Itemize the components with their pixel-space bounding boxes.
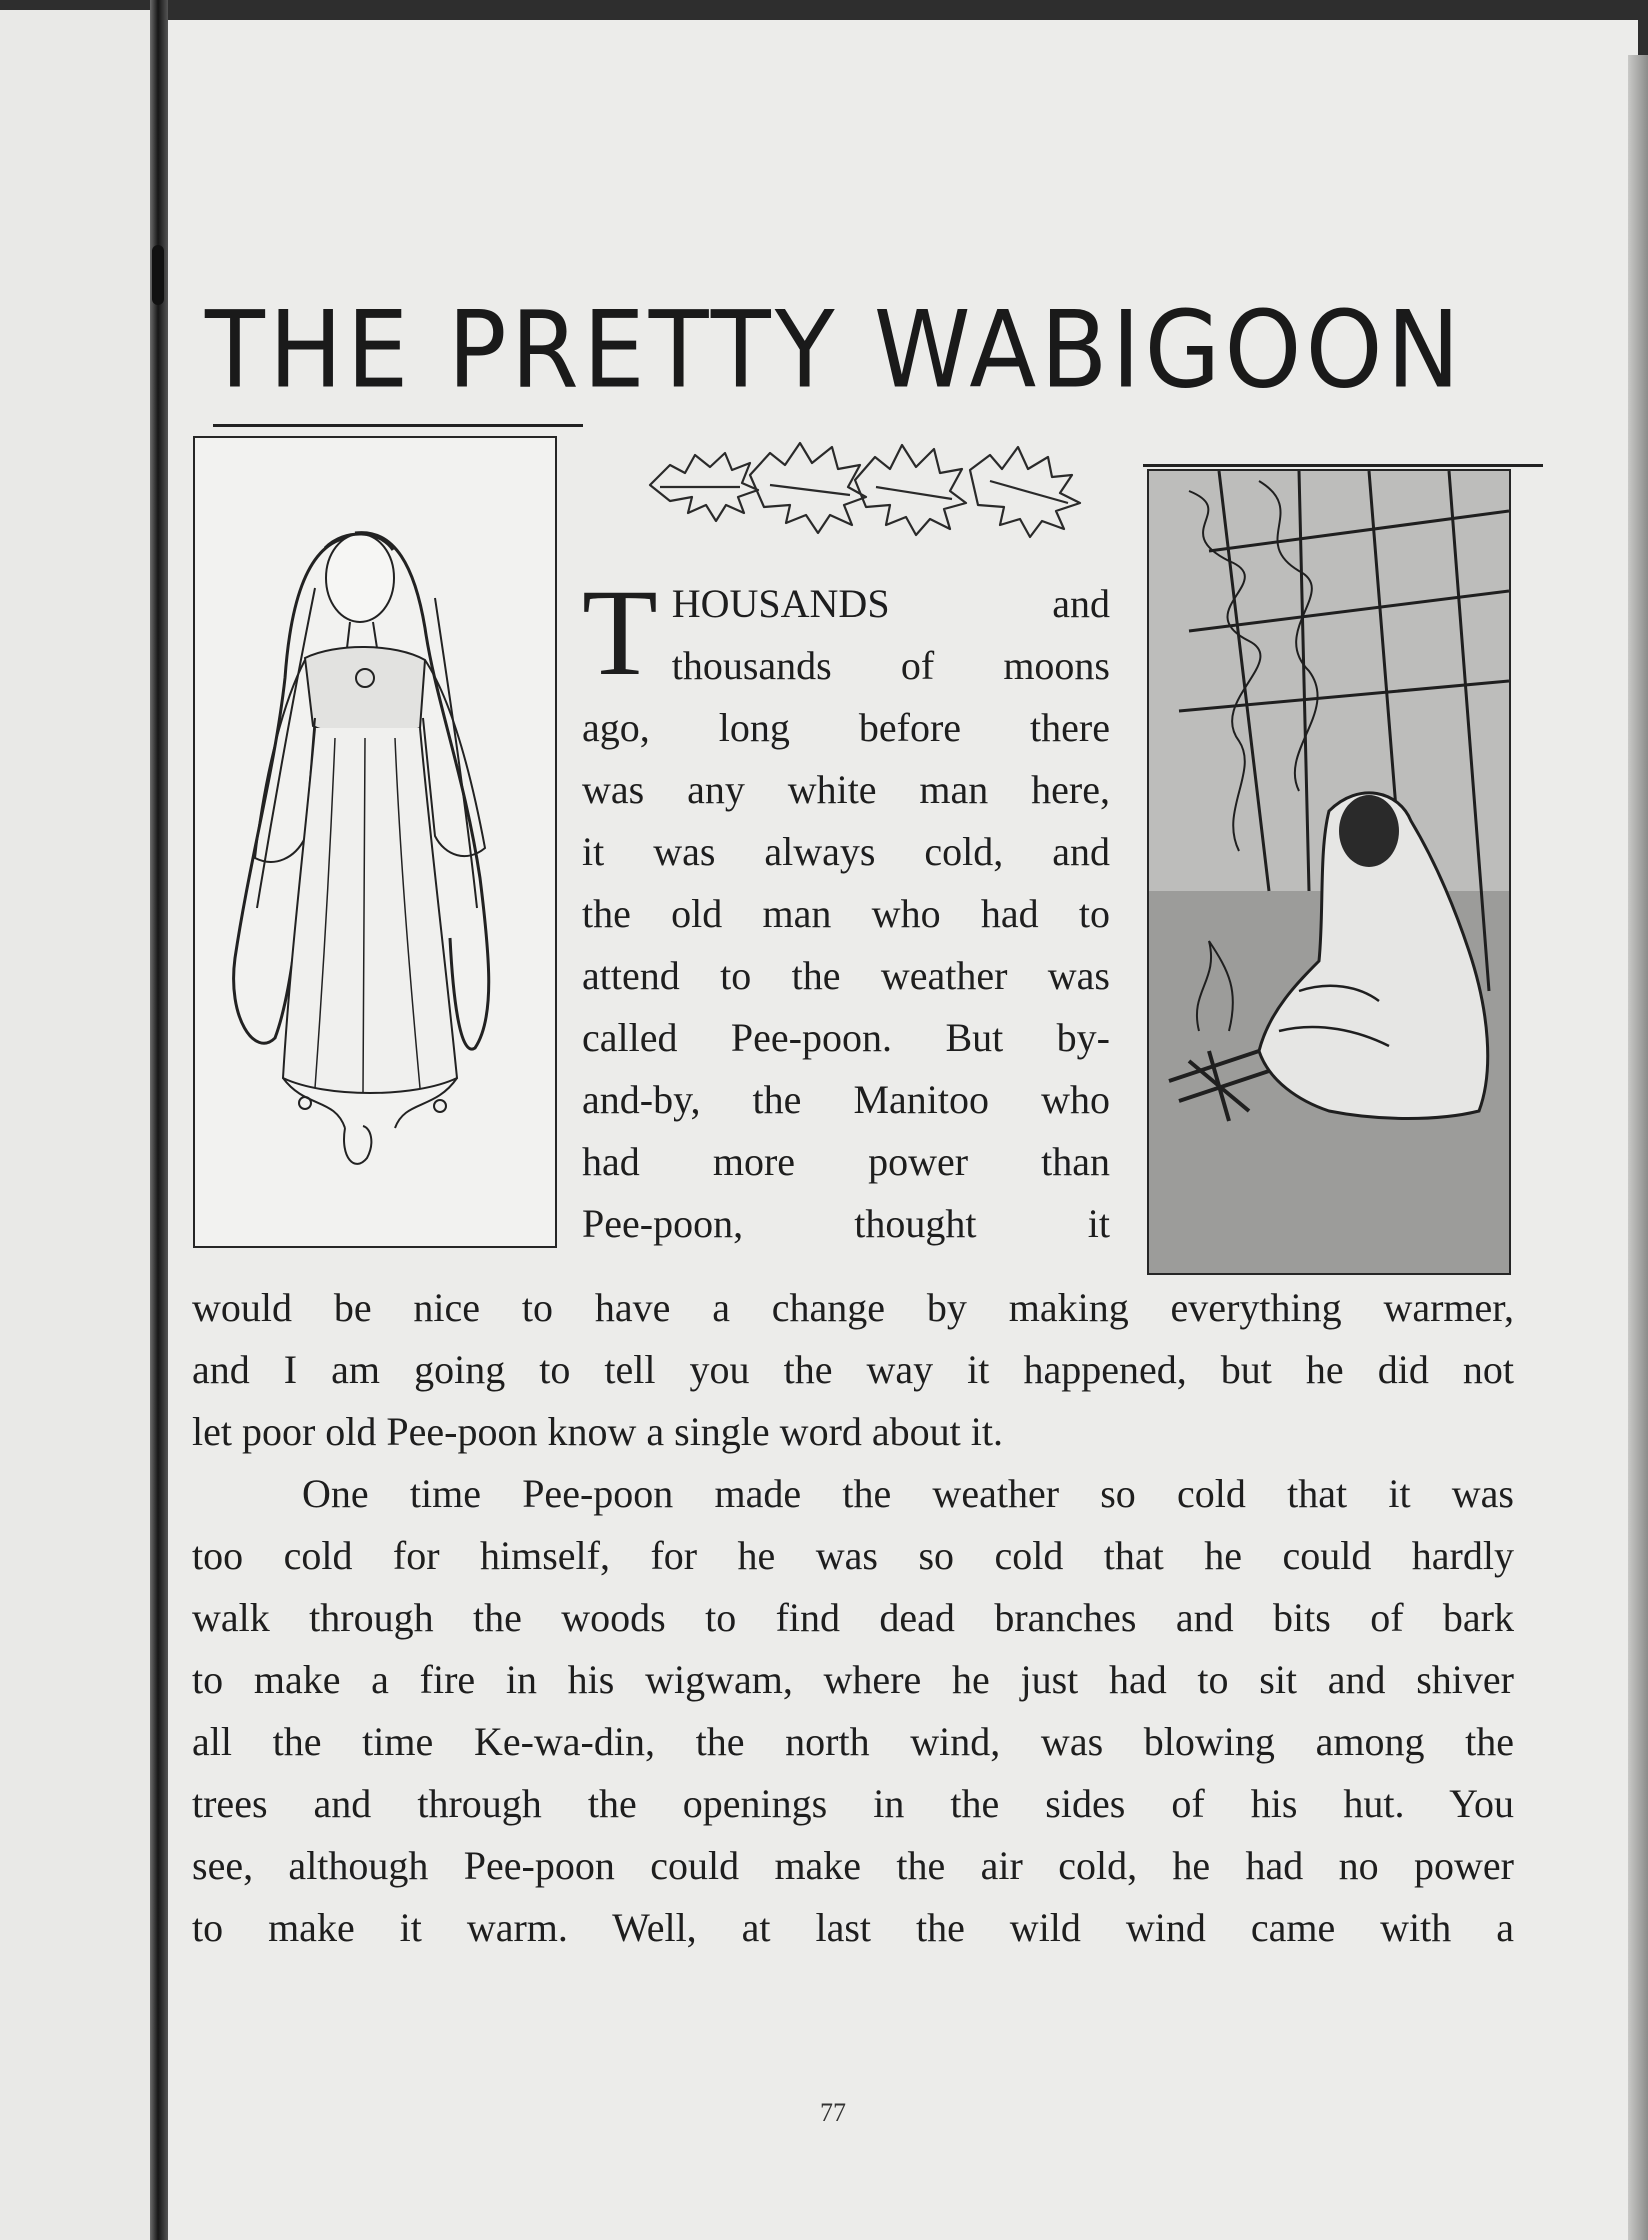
illustration-peepoon-frame (1147, 469, 1511, 1275)
page-number: 77 (820, 2098, 846, 2127)
column-line: had more power than (582, 1139, 1110, 1184)
main-body-text (192, 1277, 1514, 1959)
drop-cap: T (582, 564, 658, 701)
column-line: called Pee-poon. But by- (582, 1015, 1110, 1060)
column-line: HOUSANDS and (671, 581, 1110, 626)
body-line: One time Pee-poon made the weather so cold that it was (302, 1471, 1514, 1516)
body-line: and I am going to tell you the way it happened, but he did not (192, 1347, 1514, 1392)
left-page-edge (0, 10, 158, 2240)
gutter-mark (152, 245, 164, 305)
body-line: all the time Ke-wa-din, the north wind, was blowing among the (192, 1719, 1514, 1764)
body-line: would be nice to have a change by making everything warmer, (192, 1285, 1514, 1330)
body-line: trees and through the openings in the sides of his hut. You (192, 1781, 1514, 1826)
peepoon-illustration (1149, 471, 1509, 1273)
illustration-woman-frame (193, 436, 557, 1248)
column-line: it was always cold, and (582, 829, 1110, 874)
column-line: was any white man here, (582, 767, 1110, 812)
column-line: ago, long before there (582, 705, 1110, 750)
book-gutter (150, 0, 168, 2240)
right-page-edge (1628, 55, 1648, 2240)
leaf-1 (650, 453, 758, 521)
body-line: let poor old Pee-poon know a single word about it. (192, 1409, 1003, 1454)
body-line: walk through the woods to find dead branches and bits of bark (192, 1595, 1514, 1640)
column-line: thousands of moons (671, 643, 1110, 688)
leaf-2 (750, 443, 866, 533)
page-title: THE PRETTY WABIGOON (205, 289, 1464, 413)
body-line: see, although Pee-poon could make the air cold, he had no power (192, 1843, 1514, 1888)
maple-leaf-ornament (640, 425, 1110, 540)
column-line: the old man who had to (582, 891, 1110, 936)
body-line: too cold for himself, for he was so cold that he could hardly (192, 1533, 1514, 1578)
column-line: attend to the weather was (582, 953, 1110, 998)
leaf-3 (855, 445, 966, 535)
leaf-4 (970, 447, 1080, 537)
body-line: to make it warm. Well, at last the wild wind came with a (192, 1905, 1514, 1950)
title-rule-right (1143, 464, 1543, 467)
column-line: and-by, the Manitoo who (582, 1077, 1110, 1122)
woman-illustration (195, 438, 555, 1246)
body-line: to make a fire in his wigwam, where he just had to sit and shiver (192, 1657, 1514, 1702)
title-rule-left (213, 424, 583, 427)
intro-column-text (582, 564, 1110, 1255)
column-line: Pee-poon, thought it (582, 1201, 1110, 1246)
